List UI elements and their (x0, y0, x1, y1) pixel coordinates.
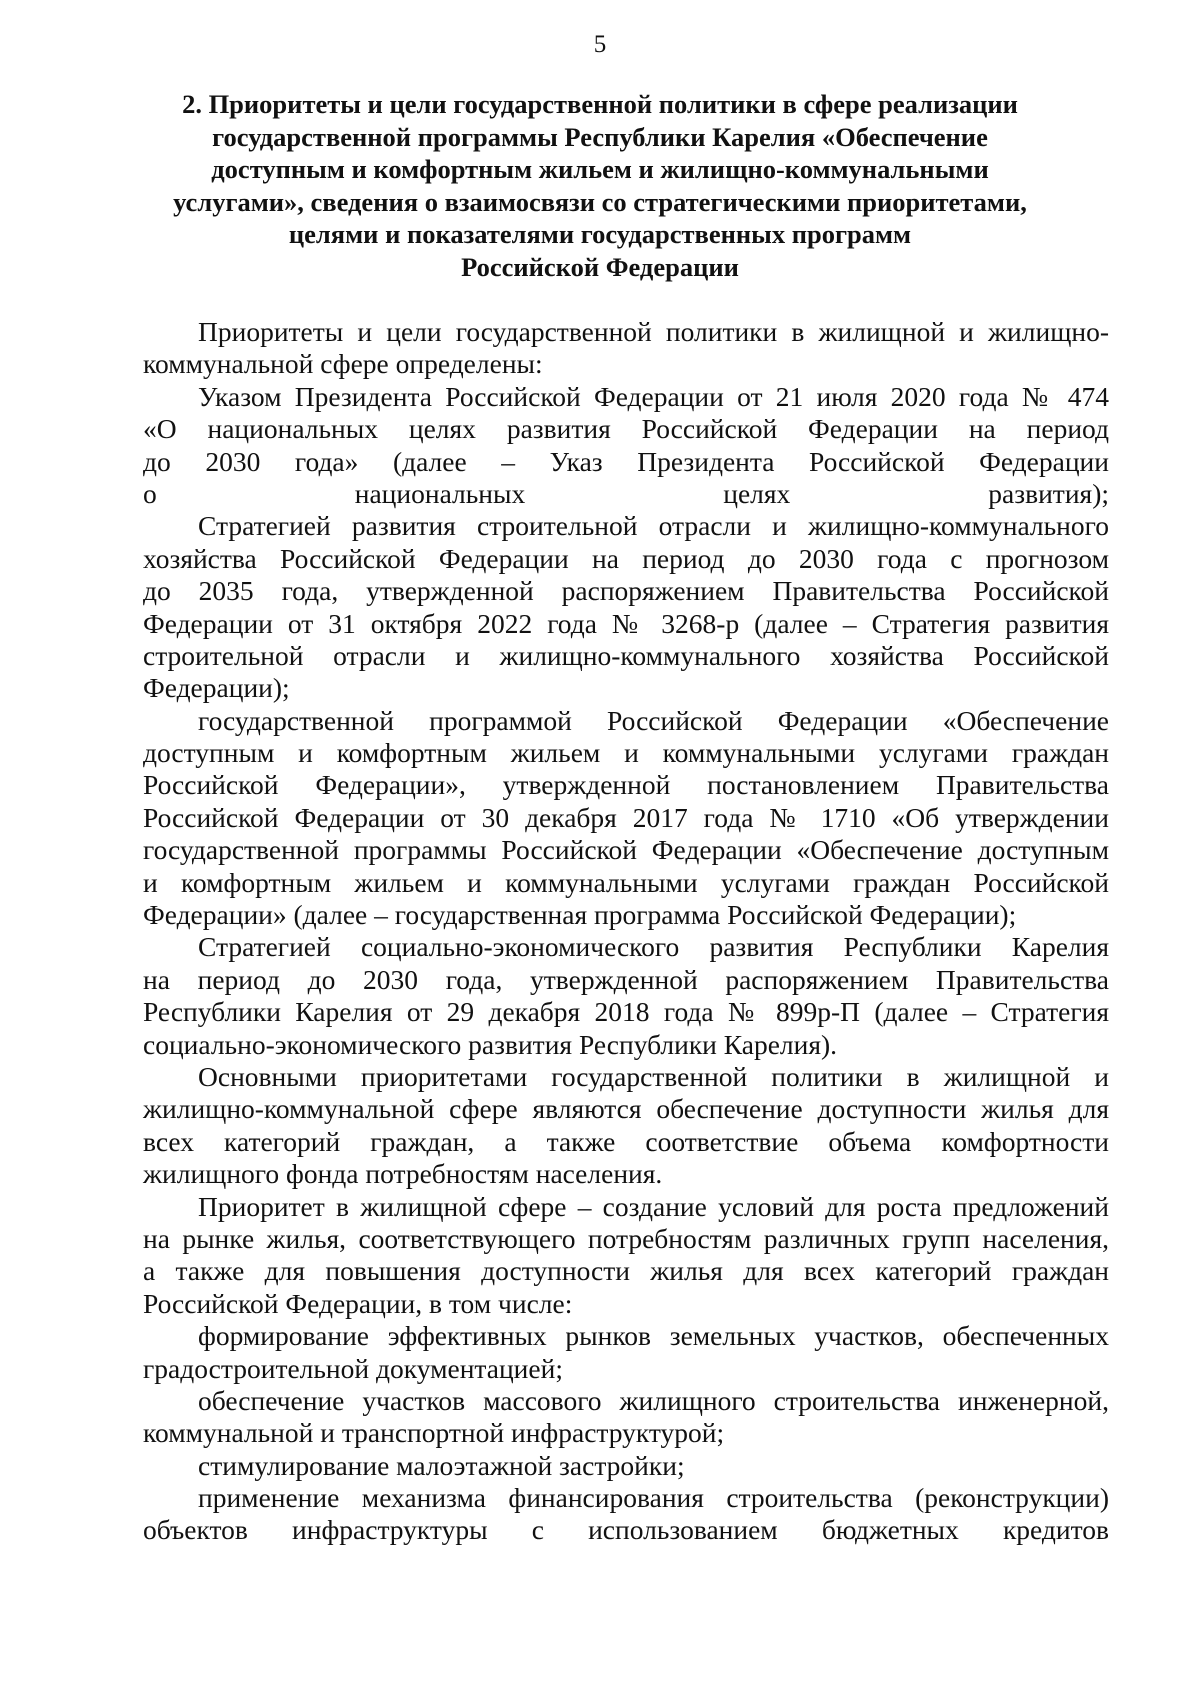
heading-line: Российской Федерации (461, 251, 739, 282)
page-number: 5 (593, 31, 607, 58)
paragraph (143, 931, 1109, 1061)
paragraph (143, 1320, 1109, 1385)
heading-line: целями и показателями государственных программ (288, 219, 912, 249)
heading-line: услугами», сведения о взаимосвязи со стратегическими приоритетами, (173, 186, 1027, 217)
paragraph-line: Федерации» (далее – государственная программа Российской Федерации); (143, 899, 1017, 931)
paragraph (143, 1450, 1109, 1482)
paragraph-line: хозяйства Российской Федерации на период до 2030 года с прогнозом (143, 542, 1109, 574)
paragraph (143, 705, 1109, 932)
paragraph-line: государственной программы Российской Федерации «Обеспечение доступным (143, 834, 1109, 866)
paragraph-line: Основными приоритетами государственной политики в жилищной и (198, 1060, 1109, 1092)
paragraph-line: Федерации); (143, 672, 290, 704)
paragraph-line: применение механизма финансирования строительства (реконструкции) (198, 1482, 1109, 1514)
paragraph-line: а также для повышения доступности жилья для всех категорий граждан (143, 1255, 1109, 1287)
paragraph-line: Стратегией развития строительной отрасли и жилищно-коммунального (198, 510, 1109, 542)
paragraph-line: строительной отрасли и жилищно-коммунального хозяйства Российской (143, 639, 1109, 671)
heading-line: доступным и комфортным жильем и жилищно-коммунальными (211, 154, 989, 184)
paragraph-line: до 2035 года, утвержденной распоряжением Правительства Российской (143, 575, 1109, 607)
paragraph-line: на период до 2030 года, утвержденной распоряжением Правительства (143, 963, 1109, 995)
paragraph-line: на рынке жилья, соответствующего потребностям различных групп населения, (143, 1222, 1109, 1254)
paragraph-line: доступным и комфортным жильем и коммунальными услугами граждан (143, 737, 1109, 769)
paragraph-line: Российской Федерации», утвержденной постановлением Правительства (143, 769, 1109, 801)
paragraph-line: Приоритеты и цели государственной политики в жилищной и жилищно- (198, 316, 1109, 347)
paragraph-line: Стратегией социально-экономического развития Республики Карелия (198, 931, 1109, 963)
paragraph-line: коммунальной сфере определены: (143, 348, 543, 380)
paragraph-line: коммунальной и транспортной инфраструктурой; (143, 1417, 725, 1449)
paragraph (143, 1482, 1109, 1547)
body-text (143, 316, 1109, 1547)
paragraph-line: Указом Президента Российской Федерации от 21 июля 2020 года № 474 (198, 380, 1109, 412)
paragraph-line: Приоритет в жилищной сфере – создание условий для роста предложений (198, 1190, 1109, 1222)
paragraph (143, 1061, 1109, 1191)
paragraph-line: Российской Федерации от 30 декабря 2017 года № 1710 «Об утверждении (143, 801, 1109, 833)
paragraph-line: обеспечение участков массового жилищного строительства инженерной, (198, 1384, 1109, 1416)
paragraph-line: до 2030 года» (далее – Указ Президента Российской Федерации (143, 445, 1109, 477)
paragraph (143, 381, 1109, 511)
paragraph-line: объектов инфраструктуры с использованием бюджетных кредитов (143, 1514, 1109, 1546)
paragraph-line: всех категорий граждан, а также соответствие объема комфортности (143, 1125, 1109, 1157)
paragraph-line: социально-экономического развития Республики Карелия). (143, 1028, 838, 1060)
paragraph (143, 316, 1109, 381)
paragraph (143, 1191, 1109, 1321)
paragraph (143, 510, 1109, 704)
paragraph-line: жилищного фонда потребностям населения. (143, 1158, 663, 1190)
paragraph-line: «О национальных целях развития Российской Федерации на период (143, 413, 1109, 445)
section-heading (140, 88, 1060, 283)
paragraph-line: государственной программой Российской Федерации «Обеспечение (198, 704, 1109, 736)
paragraph-line: градостроительной документацией; (143, 1352, 563, 1384)
heading-line: государственной программы Республики Карелия «Обеспечение (212, 121, 988, 152)
paragraph-line: формирование эффективных рынков земельных участков, обеспеченных (198, 1320, 1109, 1352)
paragraph-line: и комфортным жильем и коммунальными услугами граждан Российской (143, 866, 1109, 898)
paragraph (143, 1385, 1109, 1450)
paragraph-line: Федерации от 31 октября 2022 года № 3268-р (далее – Стратегия развития (143, 607, 1109, 639)
paragraph-line: жилищно-коммунальной сфере являются обеспечение доступности жилья для (143, 1093, 1109, 1125)
heading-line: 2. Приоритеты и цели государственной политики в сфере реализации (182, 89, 1018, 119)
paragraph-line: Республики Карелия от 29 декабря 2018 года № 899р-П (далее – Стратегия (143, 996, 1109, 1028)
paragraph-line: стимулирование малоэтажной застройки; (198, 1449, 685, 1481)
paragraph-line: Российской Федерации, в том числе: (143, 1287, 573, 1319)
paragraph-line: о национальных целях развития); (143, 477, 1109, 509)
